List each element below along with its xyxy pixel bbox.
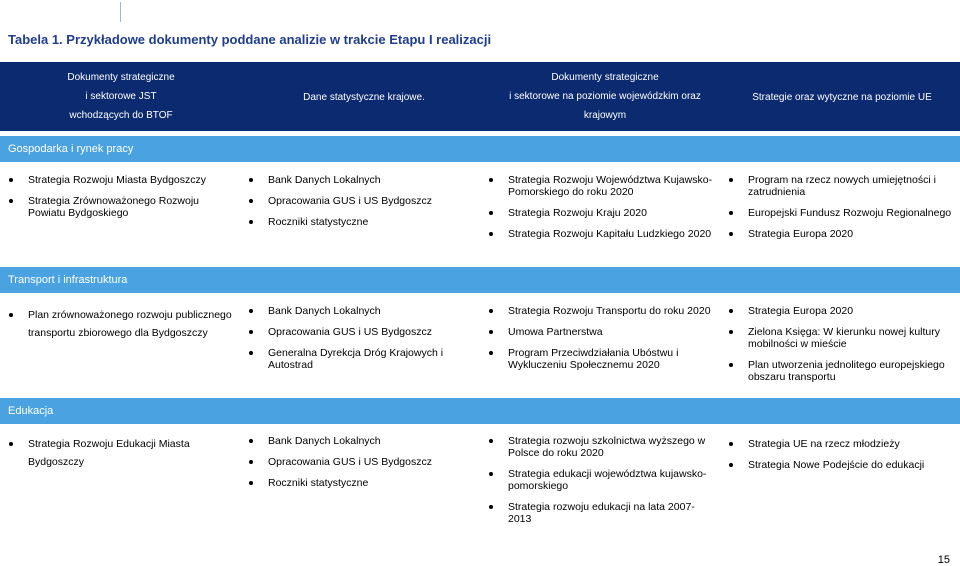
section-economy: Gospodarka i rynek pracy (0, 136, 960, 162)
top-divider-line (120, 2, 121, 22)
list-item: Generalna Dyrekcja Dróg Krajowych i Autostrad (248, 347, 476, 371)
list-item: Plan utworzenia jednolitego europejskiego obszaru transportu (728, 359, 954, 383)
list-item: Europejski Fundusz Rozwoju Regionalnego (728, 207, 954, 219)
table-header (0, 62, 960, 131)
education-col-jst (8, 435, 198, 475)
list-item: Program na rzecz nowych umiejętności i zatrudnienia (728, 174, 954, 198)
table-title: Tabela 1. Przykładowe dokumenty poddane analizie w trakcie Etapu I realizacji (8, 32, 492, 47)
list-item: Opracowania GUS i US Bydgoszcz (248, 456, 476, 468)
list-item: Strategia Rozwoju Edukacji Miasta Bydgoszczy (8, 435, 198, 471)
page-number: 15 (937, 554, 950, 566)
header-col-jst: Dokumenty strategiczne i sektorowe JST wchodzących do BTOF (67, 72, 175, 121)
list-item: Strategia UE na rzecz młodzieży (728, 438, 954, 450)
transport-col-regional (488, 305, 716, 380)
list-item: Opracowania GUS i US Bydgoszcz (248, 195, 476, 207)
list-item: Zielona Księga: W kierunku nowej kultury mobilności w mieście (728, 326, 954, 350)
list-item: Program Przeciwdziałania Ubóstwu i Wykluczeniu Społecznemu 2020 (488, 347, 716, 371)
header-col-stats: Dane statystyczne krajowe. (303, 92, 425, 103)
list-item: Strategia Europa 2020 (728, 228, 954, 240)
economy-col-stats (248, 174, 476, 237)
list-item: Strategia Nowe Podejście do edukacji (728, 459, 954, 471)
education-col-stats (248, 435, 476, 498)
list-item: Strategia Europa 2020 (728, 305, 954, 317)
transport-col-jst (8, 306, 236, 346)
economy-col-regional (488, 174, 716, 249)
list-item: Strategia Rozwoju Kraju 2020 (488, 207, 716, 219)
list-item: Strategia Rozwoju Miasta Bydgoszczy (8, 174, 236, 186)
education-col-regional (488, 435, 716, 534)
list-item: Strategia edukacji województwa kujawsko-pomorskiego (488, 468, 716, 492)
list-item: Roczniki statystyczne (248, 477, 476, 489)
list-item: Bank Danych Lokalnych (248, 305, 476, 317)
list-item: Strategia rozwoju edukacji na lata 2007-2013 (488, 501, 716, 525)
list-item: Strategia Rozwoju Województwa Kujawsko-Pomorskiego do roku 2020 (488, 174, 716, 198)
header-col-eu: Strategie oraz wytyczne na poziomie UE (752, 92, 932, 103)
list-item: Bank Danych Lokalnych (248, 174, 476, 186)
list-item: Strategia rozwoju szkolnictwa wyższego w Polsce do roku 2020 (488, 435, 716, 459)
list-item: Roczniki statystyczne (248, 216, 476, 228)
transport-col-stats (248, 305, 476, 380)
list-item: Strategia Zrównoważonego Rozwoju Powiatu Bydgoskiego (8, 195, 236, 219)
section-education: Edukacja (0, 398, 960, 424)
list-item: Strategia Rozwoju Kapitału Ludzkiego 2020 (488, 228, 716, 240)
list-item: Umowa Partnerstwa (488, 326, 716, 338)
transport-col-eu (728, 305, 954, 392)
header-col-regional: Dokumenty strategiczne i sektorowe na poziomie wojewódzkim oraz krajowym (509, 72, 701, 121)
section-transport: Transport i infrastruktura (0, 267, 960, 293)
economy-col-eu (728, 174, 954, 249)
economy-col-jst (8, 174, 236, 228)
list-item: Strategia Rozwoju Transportu do roku 2020 (488, 305, 716, 317)
education-col-eu (728, 438, 954, 480)
list-item: Plan zrównoważonego rozwoju publicznego transportu zbiorowego dla Bydgoszczy (8, 306, 236, 342)
list-item: Bank Danych Lokalnych (248, 435, 476, 447)
list-item: Opracowania GUS i US Bydgoszcz (248, 326, 476, 338)
